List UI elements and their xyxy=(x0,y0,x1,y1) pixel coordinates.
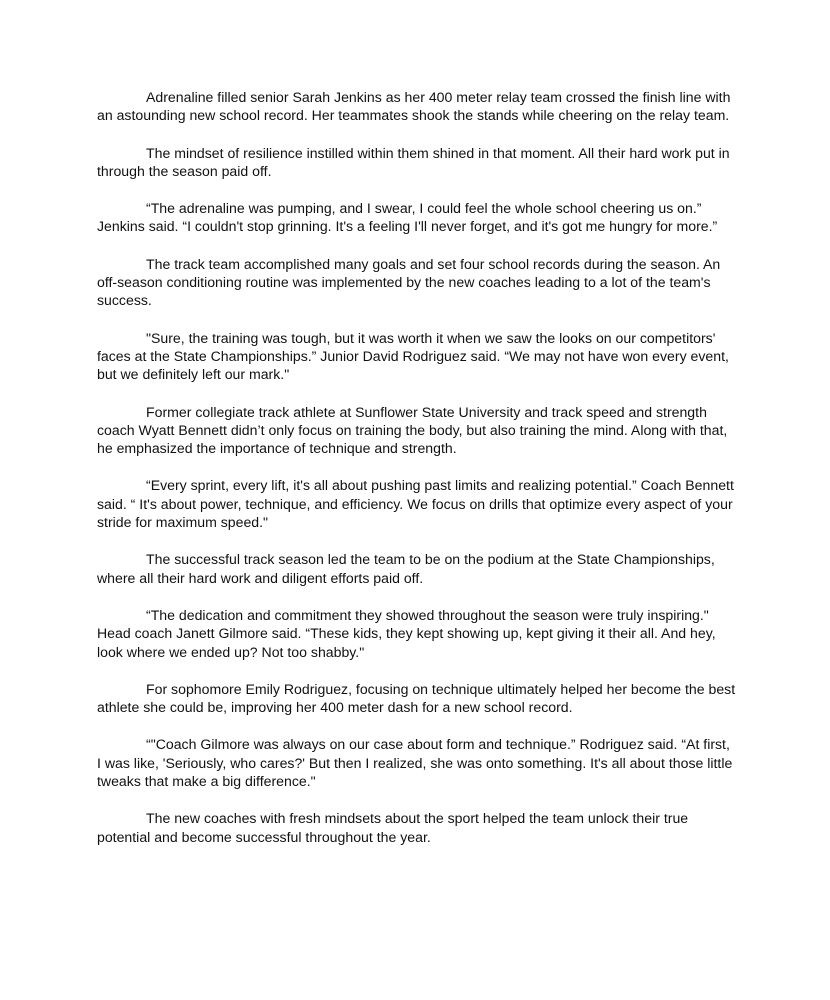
paragraph: “The adrenaline was pumping, and I swear, I could feel the whole school cheering us on.” Jenkins said. “I couldn't stop grinning. It's a feeling I'll never forget, and it's got me hungry for more.” xyxy=(97,200,718,235)
paragraph: "Sure, the training was tough, but it was worth it when we saw the looks on our competitors' faces at the State Championships.” Junior David Rodriguez said. “We may not have won every event, but we definitely left our mark." xyxy=(97,329,729,383)
article-body xyxy=(97,88,737,846)
paragraph: The mindset of resilience instilled within them shined in that moment. All their hard work put in through the season paid off. xyxy=(97,144,730,179)
paragraph: The successful track season led the team to be on the podium at the State Championships, where all their hard work and diligent efforts paid off. xyxy=(97,551,715,586)
paragraph: The track team accomplished many goals and set four school records during the season. An off-season conditioning routine was implemented by the new coaches leading to a lot of the team's success. xyxy=(97,255,721,309)
paragraph: The new coaches with fresh mindsets about the sport helped the team unlock their true potential and become successful throughout the year. xyxy=(97,810,689,845)
paragraph: “Every sprint, every lift, it's all about pushing past limits and realizing potential.” Coach Bennett said. “ It's about power, technique, and efficiency. We focus on drills that optimize every aspect of your stride for maximum speed." xyxy=(97,477,734,531)
paragraph: For sophomore Emily Rodriguez, focusing on technique ultimately helped her become the best athlete she could be, improving her 400 meter dash for a new school record. xyxy=(97,680,736,716)
paragraph: “The dedication and commitment they showed throughout the season were truly inspiring." Head coach Janett Gilmore said. “These kids, they kept showing up, kept giving it their all. And hey, look where we ended up? Not too shabby." xyxy=(97,606,716,660)
paragraph: Adrenaline filled senior Sarah Jenkins as her 400 meter relay team crossed the finish line with an astounding new school record. Her teammates shook the stands while cheering on the relay team. xyxy=(97,89,731,124)
paragraph: Former collegiate track athlete at Sunflower State University and track speed and strength coach Wyatt Bennett didn’t only focus on training the body, but also training the mind. Along with that, he emphasized the importance of technique and strength. xyxy=(97,403,728,457)
paragraph: “"Coach Gilmore was always on our case about form and technique.” Rodriguez said. “At first, I was like, 'Seriously, who cares?' But then I realized, she was onto something. It's all about those little tweaks that make a big difference." xyxy=(97,736,733,790)
